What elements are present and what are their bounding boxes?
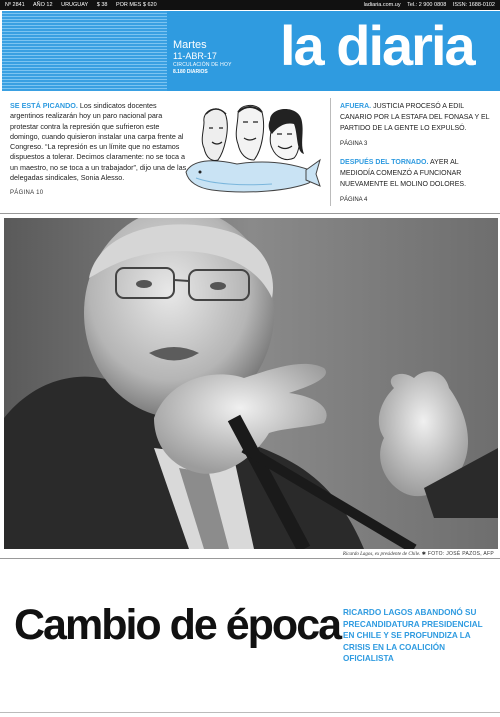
monthly-price: POR MES $ 620 (115, 2, 157, 8)
caption-text: Ricardo Lagos, ex presidente de Chile. (342, 552, 421, 557)
teaser-left-kicker: SE ESTÁ PICANDO. (10, 101, 78, 110)
cartoon-drawing (182, 100, 322, 200)
headline-divider (0, 558, 500, 559)
teaser-right-2-page: PÁGINA 4 (340, 197, 368, 203)
main-photo (4, 218, 498, 549)
teaser-right-1[interactable] (340, 101, 490, 150)
teaser-left[interactable] (10, 101, 188, 199)
teaser-left-text: Los sindicatos docentes argentinos realizarán hoy un paro nacional para protestar contra la represión que sufrieron este domingo, cuando quisieron instalar una carpa frente al Congreso. “La represión es un límite que no estamos dispuestos a tolerar. Decimos claramente: no se toca a un maestro, no se toca a un trabajador”, dijo una de las delegadas sindicales, Sonia Alesso. (10, 101, 187, 183)
column-divider (330, 98, 331, 206)
date: 11-ABR-17 (173, 51, 217, 61)
teaser-right-2[interactable] (340, 157, 490, 206)
teaser-right-1-text: JUSTICIA PROCESÓ A EDIL CANARIO POR LA ESTAFA DEL FONASA Y EL PARTIDO DE LA GENTE LO EXPULSÓ. (340, 103, 490, 132)
country: URUGUAY (61, 2, 89, 8)
website[interactable]: ladiaria.com.uy (363, 2, 401, 8)
weekday: Martes (173, 39, 207, 51)
photo-caption (343, 551, 494, 557)
top-info-bar (0, 0, 500, 10)
teaser-right-1-kicker: AFUERA. (340, 103, 372, 110)
newspaper-logo[interactable]: la diaria (280, 14, 474, 77)
phone: Tel.: 2 900 0808 (407, 2, 447, 8)
cartoon-illustration (182, 100, 322, 200)
teaser-right-2-text: AYER AL MEDIODÍA COMENZÓ A FUNCIONAR NUEVAMENTE EL MOLINO DOLORES. (340, 159, 467, 188)
masthead-date-block (173, 39, 232, 76)
teaser-right-2-kicker: DESPUÉS DEL TORNADO. (340, 159, 429, 166)
main-headline[interactable]: Cambio de época (14, 601, 341, 649)
masthead-stripes (2, 11, 167, 91)
section-divider (0, 213, 500, 214)
teaser-right-1-page: PÁGINA 3 (340, 141, 368, 147)
issn: ISSN: 1688-0102 (452, 2, 495, 8)
price: $ 38 (96, 2, 108, 8)
photo-illustration (4, 218, 498, 549)
photo-credit: ✱ FOTO: JOSÉ PAZOS, AFP (421, 551, 494, 557)
issue-number: Nº 2841 (5, 2, 25, 8)
teaser-left-page: PÁGINA 10 (10, 190, 44, 197)
circulation-value: 8.180 DIARIOS (173, 69, 208, 75)
bottom-rule (0, 712, 500, 713)
circulation-label: CIRCULACIÓN DE HOY (173, 62, 232, 68)
issue-year: AÑO 12 (32, 2, 53, 8)
headline-subtitle: RICARDO LAGOS ABANDONÓ SU PRECANDIDATURA PRESIDENCIAL EN CHILE Y SE PROFUNDIZA LA CRISIS EN LA COALICIÓN OFICIALISTA (343, 608, 483, 663)
